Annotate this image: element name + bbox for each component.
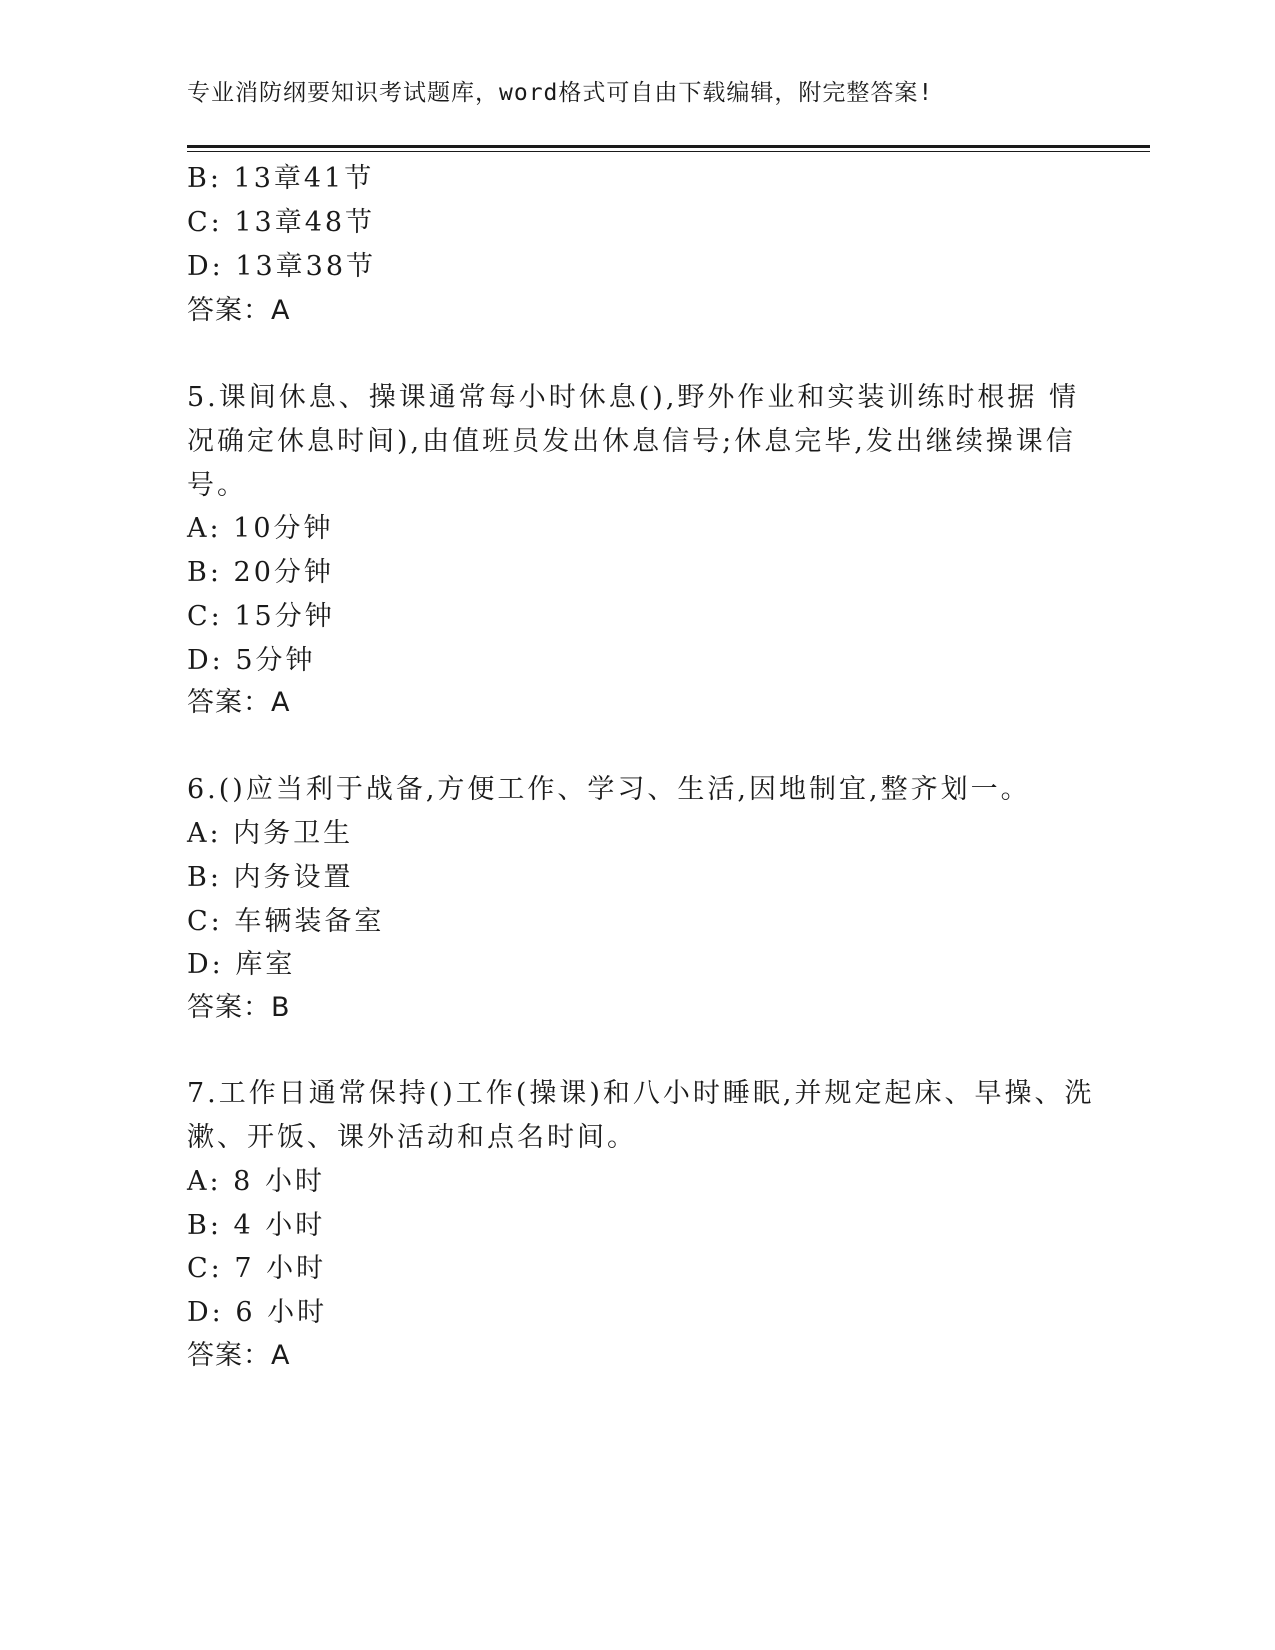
q7-stem-line-1: 7.工作日通常保持()工作(操课)和八小时睡眠,并规定起床、早操、洗: [187, 1078, 1095, 1109]
q5-stem-line-2: 况确定休息时间),由值班员发出休息信号;休息完毕,发出继续操课信: [187, 426, 1076, 457]
q5-option-c: C: 15分钟: [187, 601, 335, 632]
header-divider: [187, 145, 1150, 152]
page-header-title: 专业消防纲要知识考试题库，word格式可自由下载编辑，附完整答案!: [187, 80, 934, 106]
q5-stem-line-3: 号。: [187, 470, 247, 501]
q6-answer: 答案：B: [187, 992, 291, 1023]
q5-answer: 答案：A: [187, 687, 291, 718]
q4-option-d: D: 13章38节: [187, 251, 377, 282]
q5-option-b: B: 20分钟: [187, 557, 334, 588]
q4-option-c: C: 13章48节: [187, 207, 376, 238]
q5-option-d: D: 5分钟: [187, 645, 316, 676]
q6-stem-line-1: 6.()应当利于战备,方便工作、学习、生活,因地制宜,整齐划一。: [187, 774, 1031, 805]
q7-option-c: C: 7 小时: [187, 1253, 327, 1284]
q4-answer: 答案：A: [187, 295, 291, 326]
q4-option-b: B: 13章41节: [187, 163, 375, 194]
q6-option-b: B: 内务设置: [187, 862, 354, 893]
q6-option-d: D: 库室: [187, 949, 296, 980]
q6-option-a: A: 内务卫生: [187, 818, 354, 849]
q7-option-b: B: 4 小时: [187, 1210, 326, 1241]
q7-answer: 答案：A: [187, 1340, 291, 1371]
q6-option-c: C: 车辆装备室: [187, 906, 385, 937]
q7-option-a: A: 8 小时: [187, 1166, 325, 1197]
q5-option-a: A: 10分钟: [187, 513, 334, 544]
q7-option-d: D: 6 小时: [187, 1297, 328, 1328]
q7-stem-line-2: 漱、开饭、课外活动和点名时间。: [187, 1122, 637, 1153]
q5-stem-line-1: 5.课间休息、操课通常每小时休息(),野外作业和实装训练时根据 情: [187, 382, 1079, 413]
